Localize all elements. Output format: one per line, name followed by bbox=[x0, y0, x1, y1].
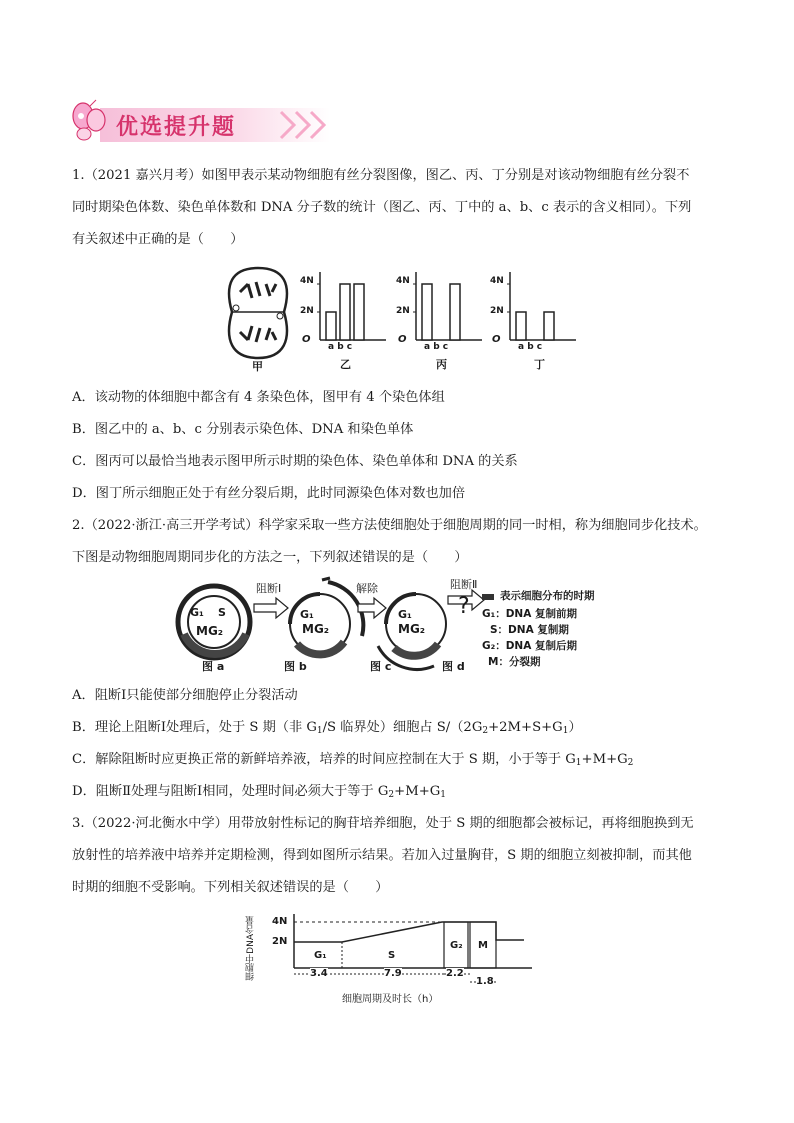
q1-option-a: A．该动物的体细胞中都含有 4 条染色体，图甲有 4 个染色体组 bbox=[72, 390, 445, 405]
q2-label-s: S bbox=[218, 606, 226, 619]
bar-b bbox=[340, 284, 350, 340]
q1-chart-yi bbox=[300, 270, 390, 376]
q2-fig-c-label: 图 c bbox=[370, 660, 392, 673]
q1-stem-line3: 有关叙述中正确的是（ ） bbox=[72, 232, 244, 247]
q2-label-g1: G₁ bbox=[190, 606, 204, 619]
option-b-text-3: +2M+S+G bbox=[488, 720, 563, 735]
q1-chart-ding bbox=[490, 270, 580, 376]
q2-label-block2: 阻断Ⅱ bbox=[450, 578, 478, 591]
q1-cell-figure bbox=[222, 262, 294, 374]
q3-xlabel: 细胞周期及时长（h） bbox=[342, 994, 439, 1005]
q2-label-g1: G₁ bbox=[300, 608, 314, 621]
q3-phase-s: S bbox=[388, 950, 396, 961]
q2-label-mg2: MG₂ bbox=[196, 624, 224, 638]
bar-a bbox=[516, 312, 526, 340]
bar-c bbox=[450, 284, 460, 340]
q2-fig-d-label: 图 d bbox=[442, 660, 465, 673]
q2-legend-2: S：DNA 复制期 bbox=[490, 624, 569, 636]
bar-a bbox=[422, 284, 432, 340]
q1-stem-line1: 1.（2021 嘉兴月考）如图甲表示某动物细胞有丝分裂图像，图乙、丙、丁分别是对该动物细胞有丝分裂不 bbox=[72, 168, 690, 183]
y-label-2n: 2N bbox=[490, 306, 504, 316]
option-d-text-2: +M+G bbox=[394, 784, 441, 799]
y-label-4n: 4N bbox=[300, 276, 314, 286]
q2-label-mg2: MG₂ bbox=[302, 622, 330, 636]
subscript: 2 bbox=[482, 726, 489, 736]
q2-fig-a-label: 图 a bbox=[202, 660, 225, 673]
q2-legend-4: M：分裂期 bbox=[488, 656, 541, 668]
q2-label-block1: 阻断Ⅰ bbox=[256, 582, 282, 595]
subscript: 1 bbox=[316, 726, 323, 736]
option-d-text-1: D．阻断Ⅱ处理与阻断Ⅰ相同，处理时间必须大于等于 G bbox=[72, 784, 389, 799]
option-b-text-4: ） bbox=[568, 720, 582, 735]
q1-stem-line2: 同时期染色体数、染色单体数和 DNA 分子数的统计（图乙、丙、丁中的 a、b、c 表示的含义相同）。下列 bbox=[72, 200, 692, 215]
q2-option-c bbox=[72, 750, 633, 773]
y-label-2n: 2N bbox=[396, 306, 410, 316]
subscript: 1 bbox=[562, 726, 569, 736]
origin-label: O bbox=[302, 334, 311, 345]
bar-c bbox=[354, 284, 364, 340]
q3-phase-g2: G₂ bbox=[450, 940, 463, 951]
q3-phase-g1: G₁ bbox=[314, 950, 327, 961]
q2-legend-0: 表示细胞分布的时期 bbox=[500, 590, 595, 602]
x-labels: a b c bbox=[518, 342, 543, 352]
origin-label: O bbox=[492, 334, 501, 345]
q2-fig-b-label: 图 b bbox=[284, 660, 307, 673]
y-label-4n: 4N bbox=[396, 276, 410, 286]
bar-a bbox=[326, 312, 336, 340]
q3-duration-m: 1.8 bbox=[476, 976, 494, 987]
subscript: 2 bbox=[388, 790, 395, 800]
q3-ylabel: 细胞中DNA含量 bbox=[246, 916, 256, 981]
q3-chart-svg bbox=[256, 910, 546, 1000]
q3-stem-line1: 3.（2022·河北衡水中学）用带放射性标记的胸苷培养细胞，处于 S 期的细胞都会被标记，再将细胞换到无 bbox=[72, 816, 694, 831]
q1-chart-bing bbox=[396, 270, 486, 376]
q3-y-4n: 4N bbox=[272, 916, 288, 927]
butterfly-icon bbox=[66, 98, 116, 144]
q3-duration-s: 7.9 bbox=[384, 968, 402, 979]
x-labels: a b c bbox=[424, 342, 449, 352]
q2-option-b bbox=[72, 718, 582, 741]
q1-option-b: B．图乙中的 a、b、c 分别表示染色体、DNA 和染色单体 bbox=[72, 422, 414, 437]
q1-option-d: D．图丁所示细胞正处于有丝分裂后期，此时同源染色体对数也加倍 bbox=[72, 486, 466, 501]
x-labels: a b c bbox=[328, 342, 353, 352]
q2-label-release: 解除 bbox=[356, 582, 378, 595]
q2-label-mg2: MG₂ bbox=[398, 622, 426, 636]
q2-legend-3: G₂：DNA 复制后期 bbox=[482, 640, 578, 652]
q2-option-d bbox=[72, 782, 446, 805]
fig-jia-label: 甲 bbox=[252, 360, 263, 373]
subscript: 2 bbox=[627, 758, 634, 768]
q2-cycle-figure bbox=[172, 576, 632, 676]
q1-option-c: C．图丙可以最恰当地表示图甲所示时期的染色体、染色单体和 DNA 的关系 bbox=[72, 454, 518, 469]
option-b-text-1: B．理论上阻断Ⅰ处理后，处于 S 期（非 G bbox=[72, 720, 317, 735]
q2-stem-line1: 2.（2022·浙江·高三开学考试）科学家采取一些方法使细胞处于细胞周期的同一时相，称为细胞同步化技术。 bbox=[72, 518, 707, 533]
q2-question-mark: ? bbox=[458, 594, 470, 619]
q3-duration-g1: 3.4 bbox=[310, 968, 328, 979]
fig-ding-label: 丁 bbox=[534, 358, 545, 371]
section-banner bbox=[66, 98, 330, 144]
section-title: 优选提升题 bbox=[116, 115, 237, 140]
fig-yi-label: 乙 bbox=[340, 358, 351, 371]
q3-y-2n: 2N bbox=[272, 936, 288, 947]
q3-phase-m: M bbox=[478, 940, 488, 951]
chevron-decoration bbox=[276, 110, 336, 140]
subscript: 1 bbox=[440, 790, 447, 800]
q2-legend-1: G₁：DNA 复制前期 bbox=[482, 608, 578, 620]
bar-c bbox=[544, 312, 554, 340]
q2-stem-line2: 下图是动物细胞周期同步化的方法之一，下列叙述错误的是（ ） bbox=[72, 550, 468, 565]
fig-bing-label: 丙 bbox=[436, 358, 447, 371]
option-c-text-2: +M+G bbox=[581, 752, 628, 767]
q2-option-a: A．阻断Ⅰ只能使部分细胞停止分裂活动 bbox=[72, 688, 298, 703]
origin-label: O bbox=[398, 334, 407, 345]
q2-label-g1: G₁ bbox=[398, 608, 412, 621]
y-label-4n: 4N bbox=[490, 276, 504, 286]
option-b-text-2: /S 临界处）细胞占 S/（2G bbox=[322, 720, 483, 735]
q3-stem-line2: 放射性的培养液中培养并定期检测，得到如图所示结果。若加入过量胸苷，S 期的细胞立刻被抑制，而其他 bbox=[72, 848, 692, 863]
q3-duration-g2: 2.2 bbox=[446, 968, 464, 979]
subscript: 1 bbox=[575, 758, 582, 768]
option-c-text-1: C．解除阻断时应更换正常的新鲜培养液，培养的时间应控制在大于 S 期，小于等于 G bbox=[72, 752, 576, 767]
y-label-2n: 2N bbox=[300, 306, 314, 316]
q3-stem-line3: 时期的细胞不受影响。下列相关叙述错误的是（ ） bbox=[72, 880, 389, 895]
q3-dna-chart bbox=[246, 910, 546, 1020]
